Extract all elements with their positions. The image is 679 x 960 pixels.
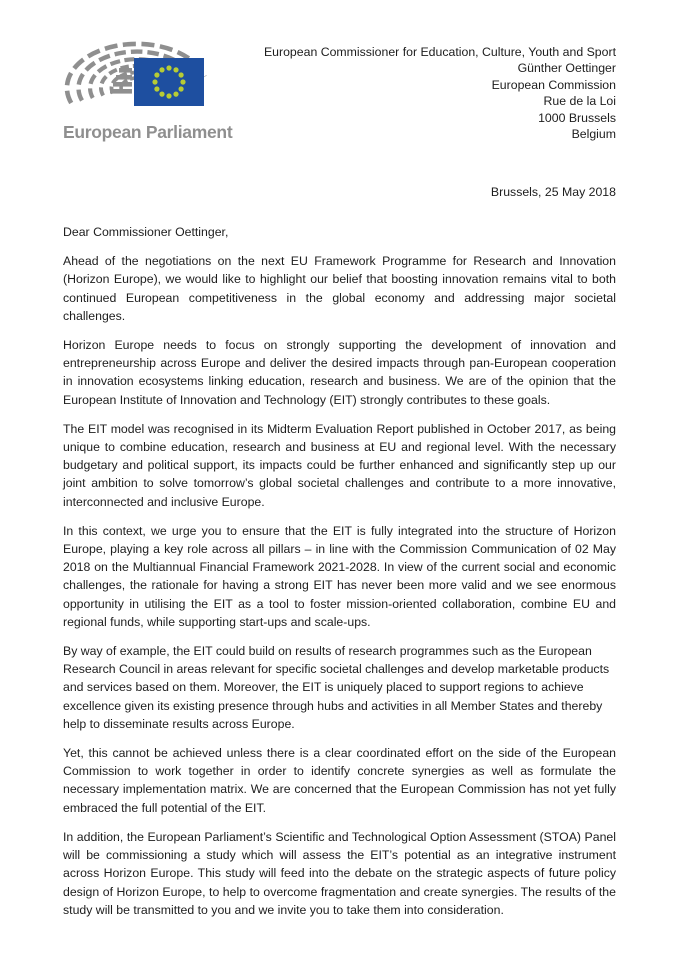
letter-paragraph: By way of example, the EIT could build on results of research programmes such as the European Research Council in areas relevant for specific societal challenges and develop marketable products and services based on them. Moreover, the EIT is uniquely placed to support regions to achieve excellence given its existing presence through hubs and activities in all Member States and thereby help to disseminate results across Europe. <box>63 644 610 731</box>
letter-paragraph: Horizon Europe needs to focus on strongly supporting the development of innovation and entrepreneurship across Europe and deliver the desired impacts through pan-European cooperation in innovation ecosystems linking education, research and business. We are of the opinion that the European Institute of Innovation and Technology (EIT) strongly contributes to these goals. <box>63 338 616 407</box>
recipient-line: European Commission <box>491 77 616 92</box>
letter-paragraph: In this context, we urge you to ensure that the EIT is fully integrated into the structure of Horizon Europe, playing a key role across all pillars – in line with the Commission Communication of 02 May 2018 on the Multiannual Financial Framework 2021-2028. In view of the current social and economic challenges, the rationale for having a strong EIT has never been more valid and we see enormous opportunity in utilising the EIT as a tool to foster mission-oriented collaboration, combine EU and regional funds, while supporting start-ups and scale-ups. <box>63 523 616 629</box>
dateline: Brussels, 25 May 2018 <box>490 185 616 199</box>
letter-header <box>63 28 616 143</box>
letter-paragraph: Ahead of the negotiations on the next EU Framework Programme for Research and Innovation (Horizon Europe), we would like to highlight our belief that boosting innovation remains vital to both continued European competitiveness in the global economy and addressing major societal challenges. <box>63 254 616 323</box>
salutation: Dear Commissioner Oettinger, <box>63 225 229 239</box>
recipient-address <box>264 28 616 142</box>
eu-flag-icon <box>134 58 204 106</box>
recipient-line: Günther Oettinger <box>517 61 616 76</box>
logo-wordmark: European Parliament <box>63 122 233 142</box>
letter-body <box>63 223 616 919</box>
parliament-hemicycle-icon <box>63 28 218 112</box>
letter-paragraph: In addition, the European Parliament’s Scientific and Technological Option Assessment (STOA) Panel will be commissioning a study which will assess the EIT’s potential as an integrative instrument across Horizon Europe. This study will feed into the debate on the strategic aspects of future policy design of Horizon Europe, to help to overcome fragmentation and create synergies. The results of the study will be transmitted to you and we invite you to take them into consideration. <box>63 829 616 917</box>
letter-paragraph: The EIT model was recognised in its Midterm Evaluation Report published in October 2017, as being unique to combine education, research and business at EU and regional level. With the necessary budgetary and political support, its impacts could be further enhanced and significantly step up our joint ambition to solve tomorrow’s global societal challenges and contribute to a more innovative, interconnected and inclusive Europe. <box>63 421 616 509</box>
letter-paragraph: Yet, this cannot be achieved unless there is a clear coordinated effort on the side of the European Commission to work together in order to identify concrete synergies as well as formulate the necessary implementation matrix. We are concerned that the European Commission has not yet fully embraced the full potential of the EIT. <box>63 746 616 815</box>
recipient-line: 1000 Brussels <box>538 110 616 125</box>
recipient-line: Rue de la Loi <box>543 94 616 109</box>
european-parliament-logo <box>63 28 233 143</box>
recipient-line: European Commissioner for Education, Culture, Youth and Sport <box>263 45 616 59</box>
recipient-line: Belgium <box>571 127 616 142</box>
